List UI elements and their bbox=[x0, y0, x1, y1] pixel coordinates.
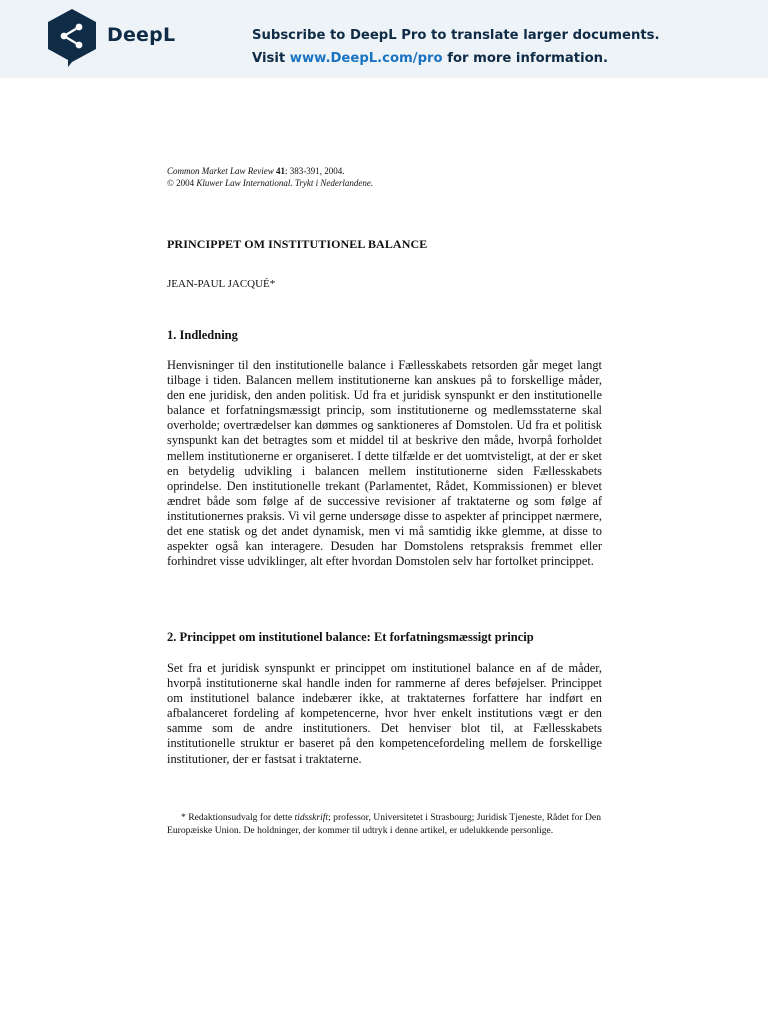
journal-citation bbox=[167, 165, 602, 189]
deepl-brand-name: DeepL bbox=[107, 24, 176, 46]
section-1-heading: 1. Indledning bbox=[167, 328, 238, 342]
journal-volume: 41 bbox=[275, 166, 285, 176]
promo-info-text: for more information. bbox=[442, 51, 609, 66]
journal-line bbox=[167, 165, 602, 177]
deepl-pro-link[interactable]: www.DeepL.com/pro bbox=[289, 51, 443, 66]
article-author: JEAN-PAUL JACQUÉ* bbox=[167, 278, 276, 290]
section-1-paragraph: Henvisninger til den institutionelle balance i Fællesskabets retsorden går meget langt tilbage i tiden. Balancen mellem institutionerne kan anskues på to forskellige måder, den ene juridisk, den anden politisk. Ud fra et juridisk synspunkt er den institutionelle balance et forfatningsmæssigt princip, som institutionerne og medlemsstaterne skal overholde; overtrædelser kan dømmes og sanktioneres af Domstolen. Ud fra et politisk synspunkt kan det betragtes som et middel til at beskrive den måde, hvorpå forholdet mellem institutionerne er organiseret. I dette tilfælde er det uomtvisteligt, at der er sket en betydelig udvikling i balancen mellem institutionerne siden Fællesskabets oprindelse. Den institutionelle trekant (Parlamentet, Rådet, Kommissionen) er blevet ændret både som følge af de successive revisioner af traktaterne og som følge af institutionernes praksis. Vi vil gerne undersøge disse to aspekter af princippet nærmere, det ene statisk og det andet dynamisk, men vi må samtidig ikke glemme, at disse to aspekter også kan interagere. Desuden har Domstolens retspraksis fremmet eller forhindret visse udviklinger, alt efter hvordan Domstolen selv har fortolket princippet. bbox=[167, 358, 602, 569]
journal-name: Common Market Law Review bbox=[167, 166, 274, 176]
document-page bbox=[167, 165, 602, 836]
subscribe-promo bbox=[252, 24, 660, 70]
copyright-prefix: © 2004 bbox=[167, 178, 197, 188]
footnote-suffix: ; professor, Universitetet i Strasbourg; Juridisk Tjeneste, Rådet for Den Europæiske Union. De holdninger, der kommer til udtryk i denne artikel, er udelukkende personlige. bbox=[167, 812, 601, 836]
journal-pages: : 383-391, 2004. bbox=[284, 166, 345, 176]
copyright-publisher: Kluwer Law International. Trykt i Nederlandene. bbox=[196, 178, 374, 188]
deepl-logo[interactable] bbox=[46, 8, 175, 68]
footnote-prefix: * Redaktionsudvalg for dette bbox=[181, 812, 295, 823]
section-2-paragraph: Set fra et juridisk synspunkt er princippet om institutionel balance en af de måder, hvorpå institutionerne skal handle inden for rammerne af deres beføjelser. Princippet om institutionel balance indebærer ikke, at traktaternes forfattere har indført en afbalanceret fordeling af kompetencerne, hvor hver enkelt institutions vægt er den samme som de andre institutioners. Det henviser blot til, at Fællesskabets institutionelle struktur er baseret på den kompetencefordeling mellem de forskellige institutioner, der er fastsat i traktaterne. bbox=[167, 661, 602, 766]
promo-line-2 bbox=[252, 47, 660, 70]
footnote-italic: tidsskrift bbox=[294, 812, 329, 823]
copyright-line bbox=[167, 177, 602, 189]
deepl-logo-icon bbox=[46, 8, 98, 68]
footnote bbox=[167, 812, 602, 837]
article-title: PRINCIPPET OM INSTITUTIONEL BALANCE bbox=[167, 237, 428, 251]
promo-visit-text: Visit bbox=[252, 51, 290, 66]
deepl-banner bbox=[0, 0, 768, 78]
section-2-heading: 2. Princippet om institutionel balance: Et forfatningsmæssigt princip bbox=[167, 630, 534, 644]
promo-line-1: Subscribe to DeepL Pro to translate larger documents. bbox=[252, 28, 660, 43]
